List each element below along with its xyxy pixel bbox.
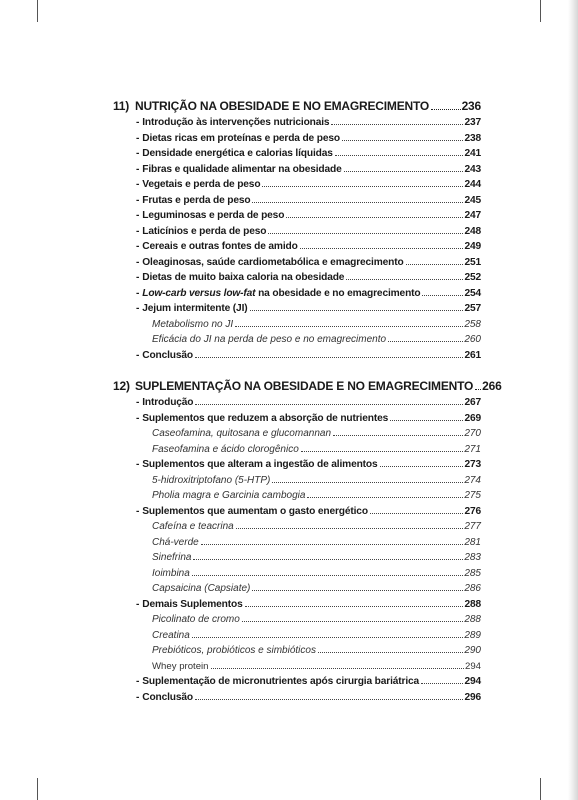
entry-title: Suplementos que alteram a ingestão de alimentos [142,459,378,470]
page-number: 271 [464,443,481,455]
toc-entry[interactable] [113,395,481,411]
entry-title: Chá-verde [152,536,199,548]
toc-entry[interactable] [113,504,481,520]
page-number: 289 [464,629,481,641]
page-number: 261 [464,349,481,361]
page-number: 273 [464,459,481,470]
entry-title: Suplementos que reduzem a absorção de nutrientes [142,412,389,424]
entry-title: Cafeína e teacrina [152,521,234,532]
entry-title: Ioimbina [152,567,190,579]
page-number: 266 [482,379,502,393]
page-number: 252 [464,272,481,283]
page-number: 281 [464,536,481,548]
toc-entry[interactable] [113,674,481,690]
page-number: 277 [464,521,481,532]
entry-title: Fibras e qualidade alimentar na obesidade [142,163,342,175]
toc-entry[interactable] [113,131,481,147]
toc-subentry[interactable] [113,659,481,675]
page-number: 294 [464,676,481,687]
dot-leader [307,497,463,498]
section-title: SUPLEMENTAÇÃO NA OBESIDADE E NO EMAGRECIMENTO [135,379,474,393]
page-number: 296 [464,691,481,703]
dot-leader [388,341,463,342]
entry-title: Cereais e outras fontes de amido [142,241,298,252]
entry-title: Densidade energética e calorias líquidas [142,148,333,159]
dot-leader [193,559,463,560]
entry-dash: - [136,132,140,144]
section-heading[interactable] [113,97,481,115]
toc-entry[interactable] [113,286,481,302]
entry-dash: - [136,676,140,687]
toc-section [113,97,481,363]
entry-title: Creatina [152,629,190,641]
entry-dash: - [136,256,140,268]
dot-leader [201,544,464,545]
toc-subentry[interactable] [113,628,481,644]
entry-title: Eficácia do JI na perda de peso e no emagrecimento [152,334,387,345]
dot-leader [390,420,463,421]
dot-leader [300,248,464,249]
section-number: 12) [113,379,130,393]
toc-subentry[interactable] [113,581,481,597]
page-number: 267 [464,397,481,408]
toc-subentry[interactable] [113,332,481,348]
toc-entry[interactable] [113,457,481,473]
entry-title: Leguminosas e perda de peso [142,210,285,221]
toc-section [113,377,502,705]
dot-leader [252,590,463,591]
page-number: 276 [464,505,481,517]
entry-title: Whey protein [152,660,209,672]
page-number: 274 [464,474,481,486]
entry-title: Sinefrina [152,552,192,563]
dot-leader [286,217,463,218]
dot-leader [346,279,463,280]
dot-leader [335,155,464,156]
toc-subentry[interactable] [113,426,481,442]
entry-title: 5-hidroxitriptofano (5-HTP) [152,474,271,486]
dot-leader [195,357,463,358]
toc-subentry[interactable] [113,473,481,489]
entry-title: Caseofamina, quitosana e glucomannan [152,428,332,439]
entry-title: Jejum intermitente (JI) [142,303,248,314]
dot-leader [422,295,463,296]
entry-title: na obesidade e no emagrecimento [255,287,421,299]
toc-subentry[interactable] [113,566,481,582]
entry-dash: - [136,303,140,314]
toc-entry[interactable] [113,224,481,240]
toc-subentry[interactable] [113,519,481,535]
dot-leader [331,124,463,125]
entry-dash: - [136,148,140,159]
dot-leader [344,171,464,172]
entry-title: Picolinato de cromo [152,614,240,625]
crop-mark-bottom-left [37,778,38,800]
entry-title: Introdução às intervenções nutricionais [142,117,330,128]
toc-entry[interactable] [113,239,481,255]
dot-leader [250,310,464,311]
entry-dash: - [136,210,140,221]
entry-title: Suplementos que aumentam o gasto energético [142,505,368,517]
page-number: 244 [464,179,481,190]
page-number: 254 [464,287,481,299]
entry-dash: - [136,179,140,190]
page-number: 275 [464,490,481,501]
dot-leader [431,109,461,110]
dot-leader [342,140,464,141]
toc-entry[interactable] [113,597,481,613]
entry-title: Vegetais e perda de peso [142,179,261,190]
entry-dash: - [136,163,140,175]
page-number: 258 [464,318,481,330]
entry-title: Conclusão [142,691,193,703]
dot-leader [268,233,463,234]
dot-leader [245,606,464,607]
page-number: 290 [464,645,481,656]
dot-leader [235,326,463,327]
page-number: 294 [464,660,481,672]
page-number: 237 [464,117,481,128]
toc-entry[interactable] [113,177,481,193]
entry-dash: - [136,505,140,517]
entry-dash: - [136,225,140,237]
page-number: 286 [464,583,481,594]
entry-dash: - [136,287,140,299]
toc-entry[interactable] [113,270,481,286]
entry-dash: - [136,117,140,128]
toc-entry[interactable] [113,208,481,224]
toc-entry[interactable] [113,115,481,131]
toc-subentry[interactable] [113,612,481,628]
entry-dash: - [136,397,140,408]
page-number: 269 [464,412,481,424]
page-number: 251 [464,256,481,268]
toc-subentry[interactable] [113,535,481,551]
dot-leader [242,621,463,622]
entry-title: Introdução [142,397,194,408]
entry-title: Conclusão [142,349,193,361]
entry-title: Dietas ricas em proteínas e perda de peso [142,132,340,144]
toc-entry[interactable] [113,162,481,178]
dot-leader [318,652,463,653]
dot-leader [192,575,464,576]
toc-entry[interactable] [113,348,481,364]
entry-dash: - [136,459,140,470]
entry-title: Frutas e perda de peso [142,194,251,206]
toc-subentry[interactable] [113,488,481,504]
page-number: 241 [464,148,481,159]
page-number: 283 [464,552,481,563]
entry-dash: - [136,194,140,206]
dot-leader [272,482,463,483]
toc-entry[interactable] [113,690,481,706]
table-of-contents [113,97,502,719]
toc-subentry[interactable] [113,442,481,458]
entry-title: Faseofamina e ácido clorogênico [152,443,299,455]
section-heading[interactable] [113,377,502,395]
entry-dash: - [136,272,140,283]
toc-subentry[interactable] [113,643,481,659]
page-number: 288 [464,614,481,625]
toc-entry[interactable] [113,193,481,209]
dot-leader [406,264,464,265]
section-number: 11) [113,99,130,113]
entry-title: Prebióticos, probióticos e simbióticos [152,645,316,656]
page-number: 288 [464,598,481,610]
toc-entry[interactable] [113,411,481,427]
dot-leader [236,528,464,529]
entry-title: Dietas de muito baixa caloria na obesidade [142,272,345,283]
crop-mark-top-left [37,0,38,22]
dot-leader [421,683,463,684]
dot-leader [301,451,464,452]
toc-subentry[interactable] [113,550,481,566]
page-number: 249 [464,241,481,252]
toc-entry[interactable] [113,146,481,162]
entry-dash: - [136,412,140,424]
page-number: 247 [464,210,481,221]
toc-subentry[interactable] [113,317,481,333]
page-number: 260 [464,334,481,345]
page-number: 285 [464,567,481,579]
toc-entry[interactable] [113,301,481,317]
crop-mark-bottom-right [540,778,541,800]
page-edge-shadow [568,0,578,800]
entry-title: Demais Suplementos [142,598,243,610]
page-number: 257 [464,303,481,314]
page-number: 236 [461,99,481,113]
page-number: 243 [464,163,481,175]
page-number: 238 [464,132,481,144]
dot-leader [195,699,463,700]
entry-dash: - [136,241,140,252]
entry-title-italic: Low-carb versus low-fat [142,287,256,299]
entry-dash: - [136,598,140,610]
entry-title: Metabolismo no JI [152,318,234,330]
entry-title: Oleaginosas, saúde cardiometabólica e emagrecimento [142,256,404,268]
crop-mark-top-right [540,0,541,22]
entry-title: Pholia magra e Garcinia cambogia [152,490,306,501]
dot-leader [262,186,463,187]
dot-leader [192,637,464,638]
dot-leader [475,389,481,390]
dot-leader [333,435,463,436]
page-number: 248 [464,225,481,237]
dot-leader [252,202,463,203]
section-title: NUTRIÇÃO NA OBESIDADE E NO EMAGRECIMENTO [135,99,430,113]
page-number: 270 [464,428,481,439]
toc-entry[interactable] [113,255,481,271]
entry-title: Suplementação de micronutrientes após cirurgia bariátrica [142,676,420,687]
entry-title: Capsaicina (Capsiate) [152,583,251,594]
entry-title: Laticínios e perda de peso [142,225,267,237]
dot-leader [195,404,463,405]
page-number: 245 [464,194,481,206]
dot-leader [370,513,464,514]
dot-leader [380,466,464,467]
entry-dash: - [136,349,140,361]
dot-leader [211,668,464,669]
entry-dash: - [136,691,140,703]
